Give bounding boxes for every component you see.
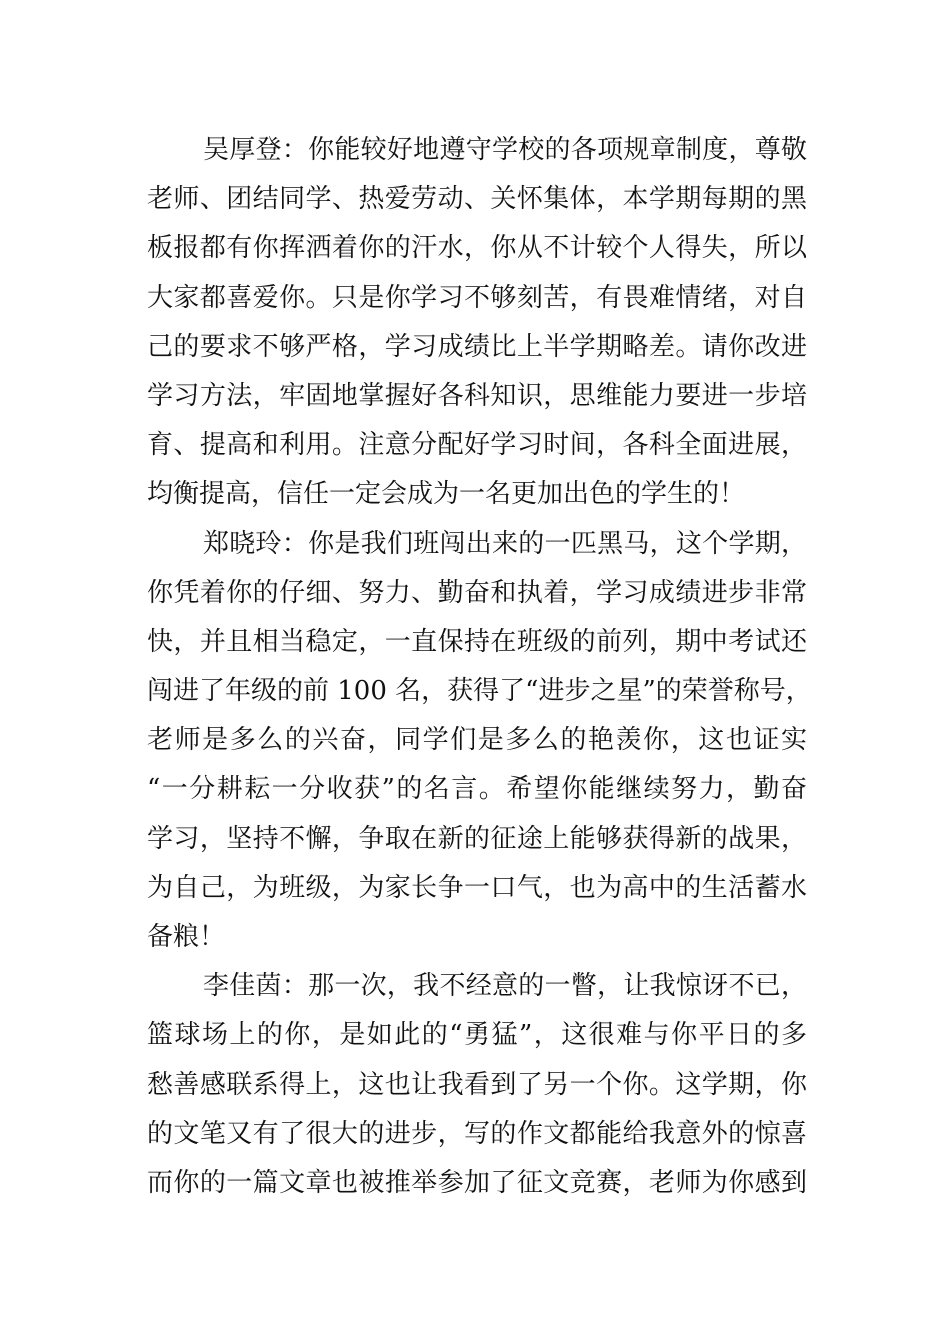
paragraph-line: 学习方法，牢固地掌握好各科知识，思维能力要进一步培 bbox=[147, 380, 807, 411]
paragraph-line: 的文笔又有了很大的进步，写的作文都能给我意外的惊喜 bbox=[147, 1118, 807, 1149]
paragraph-line: 均衡提高，信任一定会成为一名更加出色的学生的！ bbox=[147, 479, 746, 510]
paragraph-line: 吴厚登：你能较好地遵守学校的各项规章制度，尊敬 bbox=[203, 135, 807, 165]
paragraph-line: 老师、团结同学、热爱劳动、关怀集体，本学期每期的黑 bbox=[147, 184, 807, 215]
paragraph-line: 郑晓玲：你是我们班闯出来的一匹黑马，这个学期， bbox=[203, 528, 807, 559]
paragraph-line: 愁善感联系得上，这也让我看到了另一个你。这学期，你 bbox=[147, 1069, 807, 1100]
paragraph-line: 你凭着你的仔细、努力、勤奋和执着，学习成绩进步非常 bbox=[147, 577, 807, 608]
paragraph-line: 板报都有你挥洒着你的汗水，你从不计较个人得失，所以 bbox=[147, 233, 807, 264]
paragraph-line: 学习，坚持不懈，争取在新的征途上能够获得新的战果， bbox=[147, 823, 807, 854]
paragraph-line: 大家都喜爱你。只是你学习不够刻苦，有畏难情绪，对自 bbox=[147, 282, 807, 313]
paragraph-line: 而你的一篇文章也被推举参加了征文竞赛，老师为你感到 bbox=[147, 1167, 807, 1198]
comment-text-block bbox=[147, 126, 812, 1208]
paragraph-line: 为自己，为班级，为家长争一口气，也为高中的生活蓄水 bbox=[147, 872, 807, 903]
paragraph-line: 己的要求不够严格，学习成绩比上半学期略差。请你改进 bbox=[147, 331, 807, 362]
paragraph-line: 老师是多么的兴奋，同学们是多么的艳羡你，这也证实 bbox=[147, 725, 807, 756]
paragraph-line: 备粮！ bbox=[147, 922, 226, 952]
paragraph-line: 育、提高和利用。注意分配好学习时间，各科全面进展， bbox=[147, 430, 807, 461]
paragraph-line: “一分耕耘一分收获”的名言。希望你能继续努力，勤奋 bbox=[147, 774, 807, 805]
paragraph-line: 篮球场上的你，是如此的“勇猛”，这很难与你平日的多 bbox=[147, 1020, 807, 1051]
paragraph-line: 快，并且相当稳定，一直保持在班级的前列，期中考试还 bbox=[147, 626, 807, 657]
paragraph-line: 李佳茵：那一次，我不经意的一瞥，让我惊讶不已， bbox=[203, 971, 807, 1002]
paragraph-line: 闯进了年级的前 100 名，获得了“进步之星”的荣誉称号， bbox=[147, 676, 812, 707]
